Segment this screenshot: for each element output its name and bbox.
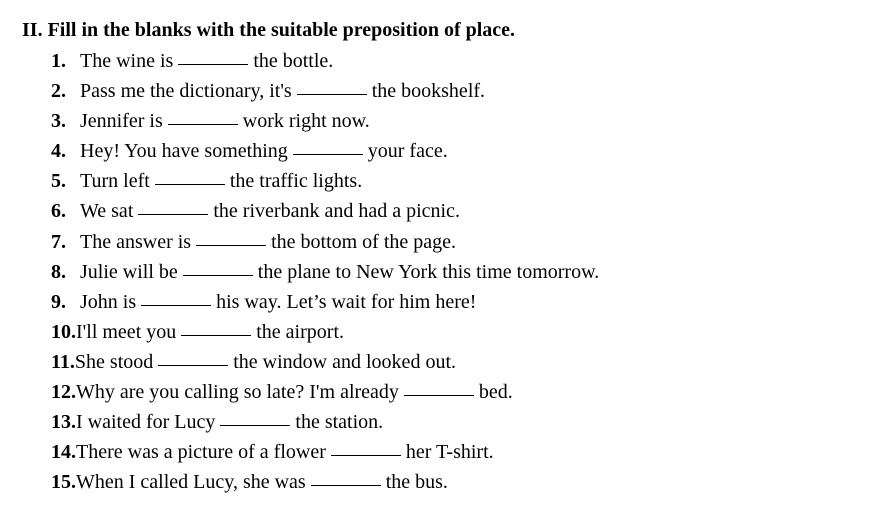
list-item	[51, 107, 871, 137]
exercise-list	[51, 47, 871, 498]
item-number: 6.	[51, 200, 66, 223]
item-text-after: the riverbank and had a picnic.	[213, 200, 460, 223]
list-item	[51, 348, 871, 378]
answer-blank[interactable]	[196, 244, 266, 246]
item-text-before: Turn left	[80, 170, 150, 193]
item-text-before: The answer is	[80, 230, 192, 253]
item-text-before: There was a picture of a flower	[76, 441, 326, 464]
item-text-before: John is	[80, 290, 137, 313]
answer-blank[interactable]	[331, 454, 401, 456]
item-number: 1.	[51, 50, 66, 72]
answer-blank[interactable]	[138, 213, 208, 215]
item-text-after: the station.	[295, 411, 384, 434]
item-text-after: your face.	[367, 140, 448, 163]
item-text-after: the plane to New York this time tomorrow.	[257, 260, 600, 283]
item-number: 2.	[51, 80, 66, 103]
list-item	[51, 288, 871, 318]
item-text-after: his way. Let’s wait for him here!	[216, 290, 477, 313]
item-text-after: bed.	[478, 381, 513, 404]
answer-blank[interactable]	[155, 183, 225, 185]
item-text-before: When I called Lucy, she was	[76, 471, 306, 494]
answer-blank[interactable]	[141, 304, 211, 306]
answer-blank[interactable]	[181, 334, 251, 336]
item-text-before: Jennifer is	[80, 110, 163, 133]
list-item	[51, 167, 871, 197]
item-text-before: Hey! You have something	[80, 140, 288, 163]
answer-blank[interactable]	[311, 484, 381, 486]
list-item	[51, 137, 871, 167]
item-number: 13.	[51, 411, 76, 434]
list-item	[51, 438, 871, 468]
item-number: 11.	[51, 350, 75, 373]
item-number: 5.	[51, 170, 66, 193]
item-text-before: I'll meet you	[76, 320, 177, 343]
item-text-before: Why are you calling so late? I'm already	[76, 381, 399, 404]
item-text-after: her T-shirt.	[405, 441, 494, 464]
item-text-after: work right now.	[242, 110, 370, 133]
list-item	[51, 47, 871, 77]
list-item	[51, 228, 871, 258]
answer-blank[interactable]	[220, 424, 290, 426]
answer-blank[interactable]	[404, 394, 474, 396]
exercise-heading: II. Fill in the blanks with the suitable preposition of place.	[22, 19, 516, 41]
list-item	[51, 258, 871, 288]
item-number: 3.	[51, 110, 66, 133]
list-item	[51, 408, 871, 438]
list-item	[51, 468, 871, 498]
item-text-after: the traffic lights.	[229, 170, 363, 193]
item-number: 15.	[51, 471, 76, 494]
item-number: 10.	[51, 320, 76, 343]
answer-blank[interactable]	[158, 364, 228, 366]
list-item	[51, 197, 871, 227]
item-number: 14.	[51, 441, 76, 464]
item-number: 12.	[51, 381, 76, 404]
list-item	[51, 77, 871, 107]
answer-blank[interactable]	[168, 123, 238, 125]
item-text-before: Julie will be	[80, 260, 178, 283]
item-text-before: The wine is	[80, 50, 174, 72]
item-text-after: the airport.	[256, 320, 344, 343]
answer-blank[interactable]	[297, 93, 367, 95]
item-text-before: Pass me the dictionary, it's	[80, 80, 292, 103]
answer-blank[interactable]	[293, 153, 363, 155]
item-text-after: the bottom of the page.	[271, 230, 457, 253]
list-item	[51, 378, 871, 408]
answer-blank[interactable]	[178, 63, 248, 65]
item-text-after: the bookshelf.	[371, 80, 486, 103]
item-text-before: We sat	[80, 200, 134, 223]
item-text-after: the bottle.	[253, 50, 334, 72]
item-number: 4.	[51, 140, 66, 163]
list-item	[51, 318, 871, 348]
item-text-before: She stood	[74, 350, 154, 373]
item-number: 7.	[51, 230, 66, 253]
item-text-after: the bus.	[385, 471, 448, 494]
answer-blank[interactable]	[183, 274, 253, 276]
item-text-after: the window and looked out.	[233, 350, 456, 373]
item-number: 9.	[51, 290, 66, 313]
item-text-before: I waited for Lucy	[76, 411, 216, 434]
item-number: 8.	[51, 260, 66, 283]
